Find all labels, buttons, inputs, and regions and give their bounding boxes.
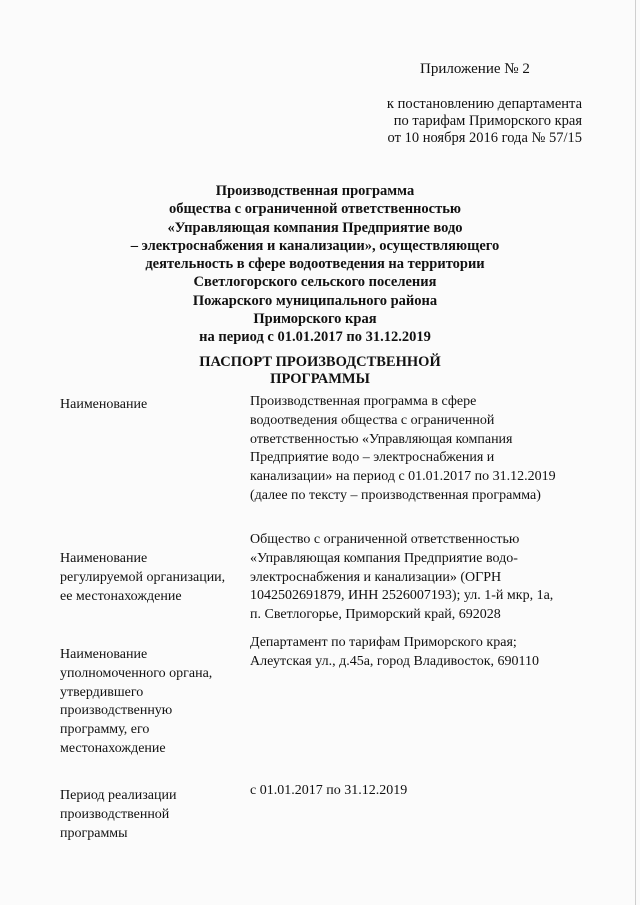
value-line: Производственная программа в сфере [250,394,477,409]
label-line: Наименование [60,647,148,662]
label-line: Наименование [60,551,148,566]
value-line: Алеутская ул., д.45а, город Владивосток, 690110 [250,653,539,669]
value-line: Общество с ограниченной ответственностью [250,532,520,547]
label-line: регулируемой организации, [60,569,226,585]
row-value-name [250,393,590,506]
decree-reference [372,96,582,147]
passport-heading: ПАСПОРТ ПРОИЗВОДСТВЕННОЙ ПРОГРАММЫ [199,354,441,387]
decree-line: от 10 ноября 2016 года № 57/15 [387,130,582,146]
title-line: общества с ограниченной ответственностью [169,201,461,218]
label-line: утвердившего [60,684,144,700]
label-line: Период реализации [60,788,177,803]
row-label-organization [60,550,225,606]
title-line: на период с 01.01.2017 по 31.12.2019 [199,329,431,346]
label-line: местонахождение [60,740,166,756]
label-line: ее местонахождение [60,588,182,604]
value-line: Департамент по тарифам Приморского края; [250,635,517,650]
value-line: электроснабжения и канализации» (ОГРН [250,569,502,585]
value-line: «Управляющая компания Предприятие водо- [250,550,518,566]
value-line: 1042502691879, ИНН 2526007193); ул. 1-й мкр, 1а, [250,588,554,604]
row-label-period [60,787,176,843]
title-line: – электроснабжения и канализации», осуществляющего [130,237,500,254]
title-line: Пожарского муниципального района [192,292,438,309]
appendix-number: Приложение № 2 [420,61,530,77]
row-value-period [250,782,590,801]
label-line: производственной [60,806,170,822]
program-title [100,182,530,347]
value-line: водоотведения общества с ограниченной [250,412,495,428]
title-line: Приморского края [253,311,377,328]
value-line: канализации» на период с 01.01.2017 по 31.12.2019 [250,469,556,485]
decree-line: к постановлению департамента [386,96,582,112]
label-line: уполномоченного органа, [60,665,213,681]
scan-edge-line [635,0,636,905]
label-line: программу, его [60,722,150,738]
row-value-organization [250,531,590,625]
label-line: производственную [60,703,173,719]
decree-line: по тарифам Приморского края [393,113,582,129]
title-line: Производственная программа [215,183,415,199]
title-line: Светлогорского сельского поселения [193,274,437,291]
title-line: деятельность в сфере водоотведения на территории [145,256,485,273]
label-line: программы [60,825,128,841]
value-line: (далее по тексту – производственная программа) [250,487,541,503]
value-line: с 01.01.2017 по 31.12.2019 [250,783,408,798]
value-line: ответственностью «Управляющая компания [250,431,513,447]
title-line: «Управляющая компания Предприятие водо [167,219,463,236]
row-label-name [60,396,147,415]
value-line: Предприятие водо – электроснабжения и [250,450,495,466]
value-line: п. Светлогорье, Приморский край, 692028 [250,607,501,623]
row-label-authority [60,646,212,759]
label-line: Наименование [60,397,148,412]
row-value-authority [250,634,590,672]
